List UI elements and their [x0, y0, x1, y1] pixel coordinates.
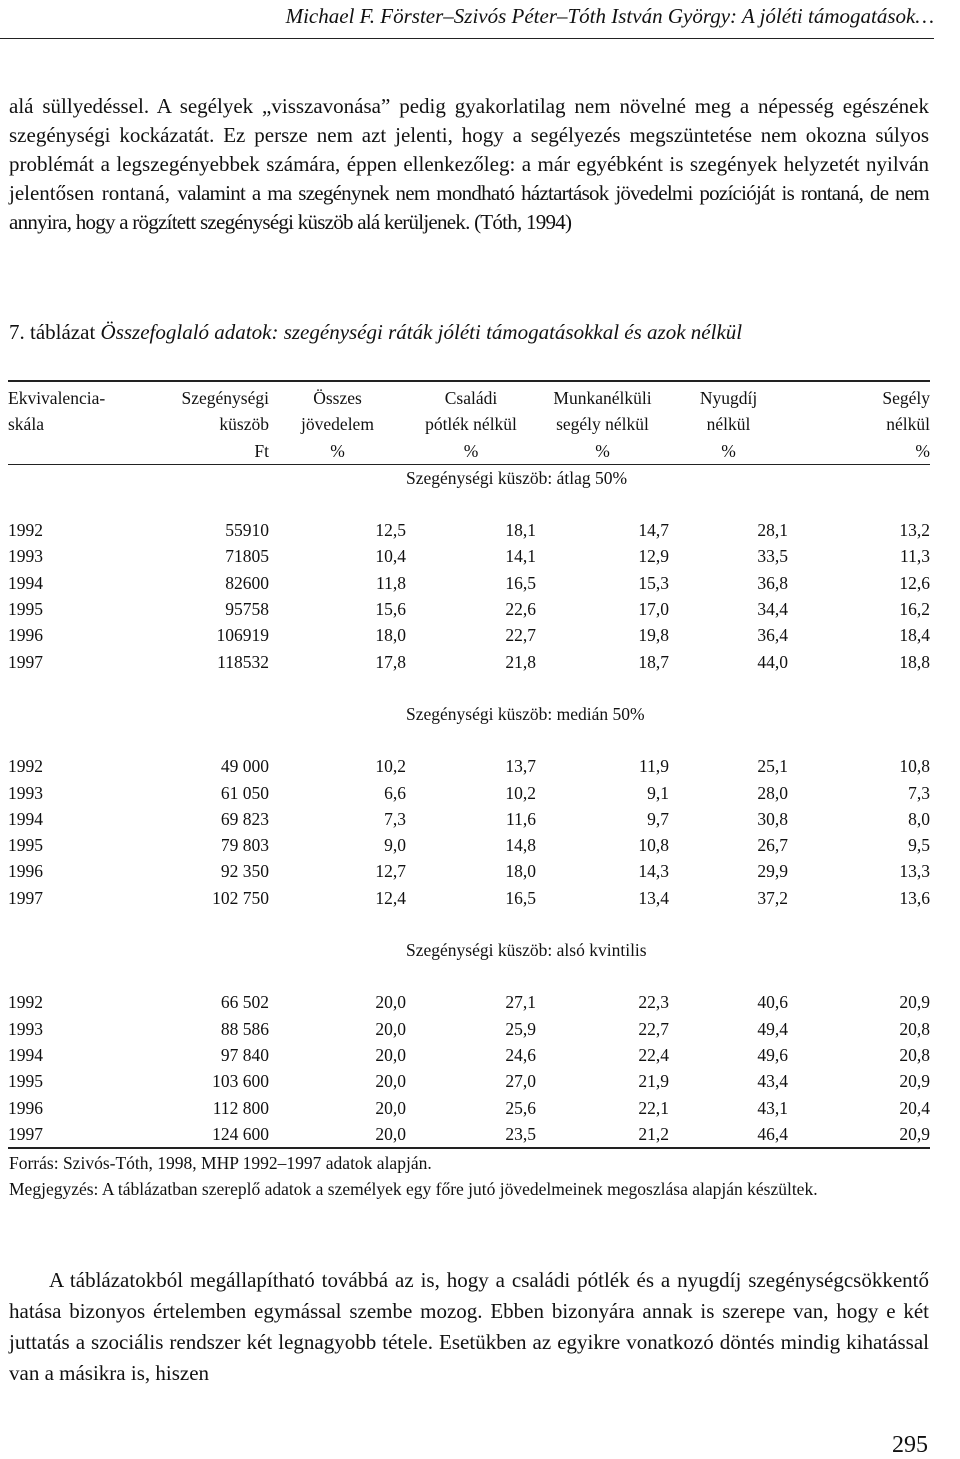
value-cell: 79 803: [220, 835, 269, 856]
year-cell: 1992: [8, 520, 43, 541]
value-cell: 21,8: [505, 651, 536, 672]
value-cell: 14,8: [505, 835, 536, 856]
value-cell: 61 050: [220, 782, 269, 803]
header-cell: pótlék nélkül: [425, 414, 517, 435]
value-cell: 10,8: [899, 756, 930, 777]
header-cell: Nyugdíj: [669, 381, 788, 411]
value-cell: 12,5: [375, 520, 406, 541]
table-label: 7. táblázat: [9, 320, 96, 344]
year-cell: 1997: [8, 651, 43, 672]
year-cell: 1996: [8, 861, 43, 882]
value-cell: 7,3: [384, 808, 406, 829]
value-cell: 17,0: [638, 599, 669, 620]
header-cell: %: [406, 438, 536, 465]
header-cell: Szegénységi: [142, 381, 269, 411]
value-cell: 19,8: [638, 625, 669, 646]
value-cell: 24,6: [505, 1044, 536, 1065]
value-cell: 15,6: [375, 599, 406, 620]
header-row-3: [8, 438, 930, 465]
value-cell: 22,7: [638, 1018, 669, 1039]
value-cell: 33,5: [757, 546, 788, 567]
value-cell: 10,8: [638, 835, 669, 856]
value-cell: 22,1: [638, 1097, 669, 1118]
value-cell: 20,0: [375, 1071, 406, 1092]
value-cell: 11,8: [376, 572, 406, 593]
table-row: [8, 753, 930, 779]
year-cell: 1992: [8, 992, 43, 1013]
value-cell: 11,9: [639, 756, 669, 777]
value-cell: 21,9: [638, 1071, 669, 1092]
blank-cell: [8, 701, 406, 727]
running-title: Michael F. Förster–Szivós Péter–Tóth István György: A jóléti támogatások…: [285, 4, 934, 28]
year-cell: 1992: [8, 756, 43, 777]
intro-text-2: valamint a ma szegénynek nem mondható háztartások jövedelmi pozícióját is rontaná, de nem annyira, hogy a rögzített szegénységi küszöb alá kerüljenek. (Tóth, 1994): [9, 181, 930, 234]
table-row: [8, 989, 930, 1015]
value-cell: 13,4: [638, 887, 669, 908]
table-row: [8, 832, 930, 858]
header-cell: skála: [8, 414, 44, 435]
section-gap: [8, 963, 930, 989]
header-cell: %: [269, 438, 406, 465]
value-cell: 16,5: [505, 572, 536, 593]
value-cell: 37,2: [757, 887, 788, 908]
value-cell: 13,2: [899, 520, 930, 541]
value-cell: 49,4: [757, 1018, 788, 1039]
value-cell: 28,0: [757, 782, 788, 803]
value-cell: 18,1: [505, 520, 536, 541]
header-cell: küszöb: [219, 414, 269, 435]
value-cell: 18,4: [899, 625, 930, 646]
value-cell: 27,0: [505, 1071, 536, 1092]
header-cell: [8, 438, 142, 465]
header-cell: Családi: [406, 381, 536, 411]
value-cell: 25,1: [757, 756, 788, 777]
value-cell: 17,8: [375, 651, 406, 672]
year-cell: 1994: [8, 808, 43, 829]
value-cell: 69 823: [220, 808, 269, 829]
spacer-cell: [8, 491, 930, 517]
value-cell: 28,1: [757, 520, 788, 541]
value-cell: 16,2: [899, 599, 930, 620]
value-cell: 22,7: [505, 625, 536, 646]
value-cell: 23,5: [406, 1121, 536, 1148]
value-cell: 71805: [225, 546, 269, 567]
value-cell: 10,4: [375, 546, 406, 567]
value-cell: 10,2: [505, 782, 536, 803]
value-cell: 22,4: [638, 1044, 669, 1065]
year-cell: 1993: [8, 782, 43, 803]
value-cell: 13,6: [899, 887, 930, 908]
value-cell: 49 000: [220, 756, 269, 777]
value-cell: 20,0: [375, 1097, 406, 1118]
value-cell: 20,9: [899, 1071, 930, 1092]
table-title: Összefoglaló adatok: szegénységi ráták jóléti támogatásokkal és azok nélkül: [100, 320, 743, 344]
value-cell: 29,9: [757, 861, 788, 882]
table-row: [8, 1095, 930, 1121]
value-cell: 20,4: [899, 1097, 930, 1118]
value-cell: 97 840: [220, 1044, 269, 1065]
section-title-row: [8, 937, 930, 963]
value-cell: 9,0: [384, 835, 406, 856]
section-gap: [8, 727, 930, 753]
value-cell: 22,3: [638, 992, 669, 1013]
value-cell: 11,3: [900, 546, 930, 567]
header-cell: %: [669, 438, 788, 465]
section-title: Szegénységi küszöb: átlag 50%: [406, 467, 628, 488]
value-cell: 10,2: [375, 756, 406, 777]
table-row: [8, 1121, 930, 1148]
table-header: [8, 381, 930, 464]
header-cell: jövedelem: [301, 414, 374, 435]
value-cell: 82600: [225, 572, 269, 593]
table-row: [8, 570, 930, 596]
section-gap: [8, 491, 930, 517]
table-row: [8, 1068, 930, 1094]
value-cell: 30,8: [757, 808, 788, 829]
value-cell: 55910: [225, 520, 269, 541]
value-cell: 9,7: [647, 808, 669, 829]
value-cell: 13,3: [899, 861, 930, 882]
running-header: [0, 0, 934, 39]
poverty-rates-table: [8, 380, 930, 1149]
source-note: Forrás: Szivós-Tóth, 1998, MHP 1992–1997 adatok alapján.: [9, 1153, 432, 1173]
outro-text: A táblázatokból megállapítható továbbá az is, hogy a családi pótlék és a nyugdíj szegénységcsökkentő hatása bizonyos értelemben egymással szembe mozog. Ebben bizonyára annak is szerepe van, hogy e két juttatás a szociális rendszer két legnagyobb tétele. Esetükben az egyikre vonatkozó döntés mindig kihatással van a másikra is, hiszen: [9, 1268, 929, 1385]
value-cell: 15,3: [638, 572, 669, 593]
section-title-row: [8, 701, 930, 727]
intro-text-1: alá süllyedéssel. A segélyek „visszavonása” pedig gyakorlatilag nem növelné meg a népesség egészének szegénységi kockázatát. Ez persze nem azt jelenti, hogy a segélyezés megszüntetése nem okozna súlyos problémát a legszegényebbek számára, éppen ellenkezőleg: a már egyébként is szegények helyzetét nyilván jelentősen rontaná,: [9, 94, 929, 205]
spacer-cell: [8, 675, 930, 701]
year-cell: 1994: [8, 572, 43, 593]
value-cell: 14,1: [505, 546, 536, 567]
section-title: Szegénységi küszöb: alsó kvintilis: [406, 940, 647, 961]
header-cell: Ft: [142, 438, 269, 465]
section-title-row: [8, 464, 930, 491]
value-cell: 88 586: [220, 1018, 269, 1039]
year-cell: 1994: [8, 1044, 43, 1065]
value-cell: 20,0: [375, 992, 406, 1013]
value-cell: 36,4: [757, 625, 788, 646]
table-row: [8, 780, 930, 806]
value-cell: 18,7: [638, 651, 669, 672]
outro-paragraph: [9, 1265, 929, 1389]
table-row: [8, 517, 930, 543]
section-spacer: [8, 675, 930, 701]
value-cell: 49,6: [757, 1044, 788, 1065]
value-cell: 36,8: [757, 572, 788, 593]
value-cell: 14,7: [638, 520, 669, 541]
value-cell: 12,9: [638, 546, 669, 567]
value-cell: 21,2: [536, 1121, 669, 1148]
value-cell: 14,3: [638, 861, 669, 882]
remark-note: Megjegyzés: A táblázatban szereplő adatok a személyek egy főre jutó jövedelmeinek megoszlása alapján készültek.: [9, 1179, 818, 1199]
value-cell: 16,5: [505, 887, 536, 908]
year-cell: 1996: [8, 625, 43, 646]
value-cell: 112 800: [212, 1097, 269, 1118]
value-cell: 20,9: [899, 992, 930, 1013]
value-cell: 9,5: [908, 835, 930, 856]
table-row: [8, 543, 930, 569]
header-cell: nélkül: [706, 414, 751, 435]
year-cell: 1995: [8, 1071, 43, 1092]
intro-paragraph: [9, 92, 929, 292]
spacer-cell: [8, 911, 930, 937]
table-row: [8, 806, 930, 832]
value-cell: 102 750: [212, 887, 269, 908]
table-caption: [9, 318, 929, 346]
header-cell: nélkül: [886, 414, 930, 435]
table-row: [8, 885, 930, 911]
value-cell: 6,6: [384, 782, 406, 803]
value-cell: 27,1: [505, 992, 536, 1013]
year-cell: 1995: [8, 599, 43, 620]
value-cell: 34,4: [757, 599, 788, 620]
page-number: 295: [892, 1432, 928, 1458]
spacer-cell: [8, 963, 930, 989]
value-cell: 25,9: [505, 1018, 536, 1039]
table-row: [8, 622, 930, 648]
section-spacer: [8, 911, 930, 937]
value-cell: 44,0: [757, 651, 788, 672]
value-cell: 18,0: [375, 625, 406, 646]
year-cell: 1993: [8, 546, 43, 567]
value-cell: 9,1: [647, 782, 669, 803]
value-cell: 18,0: [505, 861, 536, 882]
value-cell: 26,7: [757, 835, 788, 856]
spacer-cell: [8, 727, 930, 753]
header-cell: %: [788, 438, 930, 465]
value-cell: 118532: [217, 651, 269, 672]
header-cell: Segély: [788, 381, 930, 411]
value-cell: 92 350: [220, 861, 269, 882]
value-cell: 20,8: [899, 1018, 930, 1039]
header-cell: Munkanélküli: [536, 381, 669, 411]
table-notes: [9, 1150, 929, 1202]
value-cell: 8,0: [908, 808, 930, 829]
header-cell: Ekvivalencia-: [8, 381, 142, 411]
value-cell: 20,0: [375, 1018, 406, 1039]
blank-cell: [8, 464, 406, 491]
year-cell: 1997: [8, 887, 43, 908]
value-cell: 11,6: [506, 808, 536, 829]
header-cell: segély nélkül: [556, 414, 649, 435]
year-cell: 1993: [8, 1018, 43, 1039]
value-cell: 12,4: [375, 887, 406, 908]
value-cell: 20,0: [375, 1044, 406, 1065]
value-cell: 40,6: [757, 992, 788, 1013]
value-cell: 20,8: [899, 1044, 930, 1065]
value-cell: 12,6: [899, 572, 930, 593]
table-row: [8, 1042, 930, 1068]
value-cell: 18,8: [899, 651, 930, 672]
table-row: [8, 858, 930, 884]
table-row: [8, 649, 930, 675]
value-cell: 46,4: [669, 1121, 788, 1148]
header-cell: %: [536, 438, 669, 465]
value-cell: 103 600: [212, 1071, 269, 1092]
value-cell: 124 600: [142, 1121, 269, 1148]
year-cell: 1996: [8, 1097, 43, 1118]
value-cell: 66 502: [220, 992, 269, 1013]
header-row-1: [8, 381, 930, 411]
value-cell: 106919: [216, 625, 269, 646]
year-cell: 1997: [8, 1121, 142, 1148]
section-title: Szegénységi küszöb: medián 50%: [406, 703, 645, 724]
year-cell: 1995: [8, 835, 43, 856]
header-row-2: [8, 411, 930, 437]
value-cell: 20,0: [269, 1121, 406, 1148]
value-cell: 25,6: [505, 1097, 536, 1118]
blank-cell: [8, 937, 406, 963]
value-cell: 43,4: [757, 1071, 788, 1092]
value-cell: 20,9: [788, 1121, 930, 1148]
table-body: [8, 464, 930, 1148]
table-row: [8, 596, 930, 622]
value-cell: 43,1: [757, 1097, 788, 1118]
table-row: [8, 1016, 930, 1042]
value-cell: 22,6: [505, 599, 536, 620]
value-cell: 12,7: [375, 861, 406, 882]
header-cell: Összes: [269, 381, 406, 411]
value-cell: 7,3: [908, 782, 930, 803]
value-cell: 13,7: [505, 756, 536, 777]
value-cell: 95758: [225, 599, 269, 620]
